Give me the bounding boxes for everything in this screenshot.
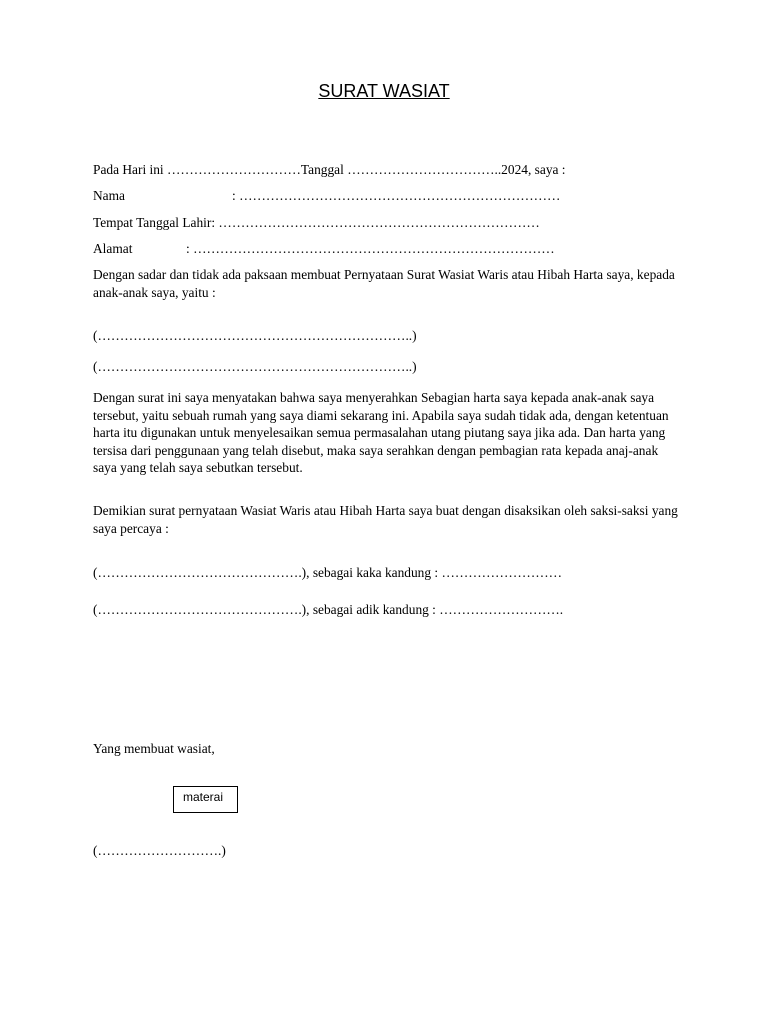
opening-line: Pada Hari ini …………………………Tanggal ……………………………..2024, saya : <box>93 162 566 177</box>
stamp-box <box>173 786 238 813</box>
field-row-address <box>93 240 555 258</box>
paragraph-statement: Dengan surat ini saya menyatakan bahwa saya menyerahkan Sebagian harta saya kepada anak-anak saya tersebut, yaitu sebuah rumah yang saya diami sekarang ini. Apabila saya sudah tidak ada, dengan ketentuan harta itu digunakan untuk menyelesaikan semua permasalahan utang piutang saya jika ada. Dan harta yang tersisa dari penggunaan yang telah disebut, maka saya serahkan dengan pembagian rata kepada anaj-anak saya yang telah saya sebutkan tersebut. <box>93 390 669 476</box>
field-value-birth: : ……………………………………………………………… <box>211 215 540 230</box>
field-label-birth: Tempat Tanggal Lahir <box>93 215 212 230</box>
field-value-name: : ……………………………………………………………… <box>232 188 561 203</box>
heir-line-2: (……………………………………………………………..) <box>93 359 417 374</box>
field-row-birth <box>93 214 540 232</box>
document-title: SURAT WASIAT <box>318 81 450 101</box>
witness-line-1: (……………………………………….), sebagai kaka kandung : ……………………… <box>93 565 562 580</box>
stamp-label: materai <box>183 790 224 804</box>
signature-line: (……………………….) <box>93 843 226 858</box>
closing-line: Yang membuat wasiat, <box>93 741 215 756</box>
paragraph-witness-intro: Demikian surat pernyataan Wasiat Waris atau Hibah Harta saya buat dengan disaksikan oleh saksi-saksi yang saya percaya : <box>93 503 678 536</box>
witness-line-2: (……………………………………….), sebagai adik kandung : ………………………. <box>93 602 564 617</box>
field-label-name: Nama <box>93 188 125 203</box>
field-label-address: Alamat <box>93 241 133 256</box>
field-row-name <box>93 187 560 205</box>
heir-line-1: (……………………………………………………………..) <box>93 328 417 343</box>
field-value-address: : ……………………………………………………………………… <box>186 241 555 256</box>
paragraph-intro: Dengan sadar dan tidak ada paksaan membuat Pernyataan Surat Wasiat Waris atau Hibah Harta saya, kepada anak-anak saya, yaitu : <box>93 267 675 300</box>
